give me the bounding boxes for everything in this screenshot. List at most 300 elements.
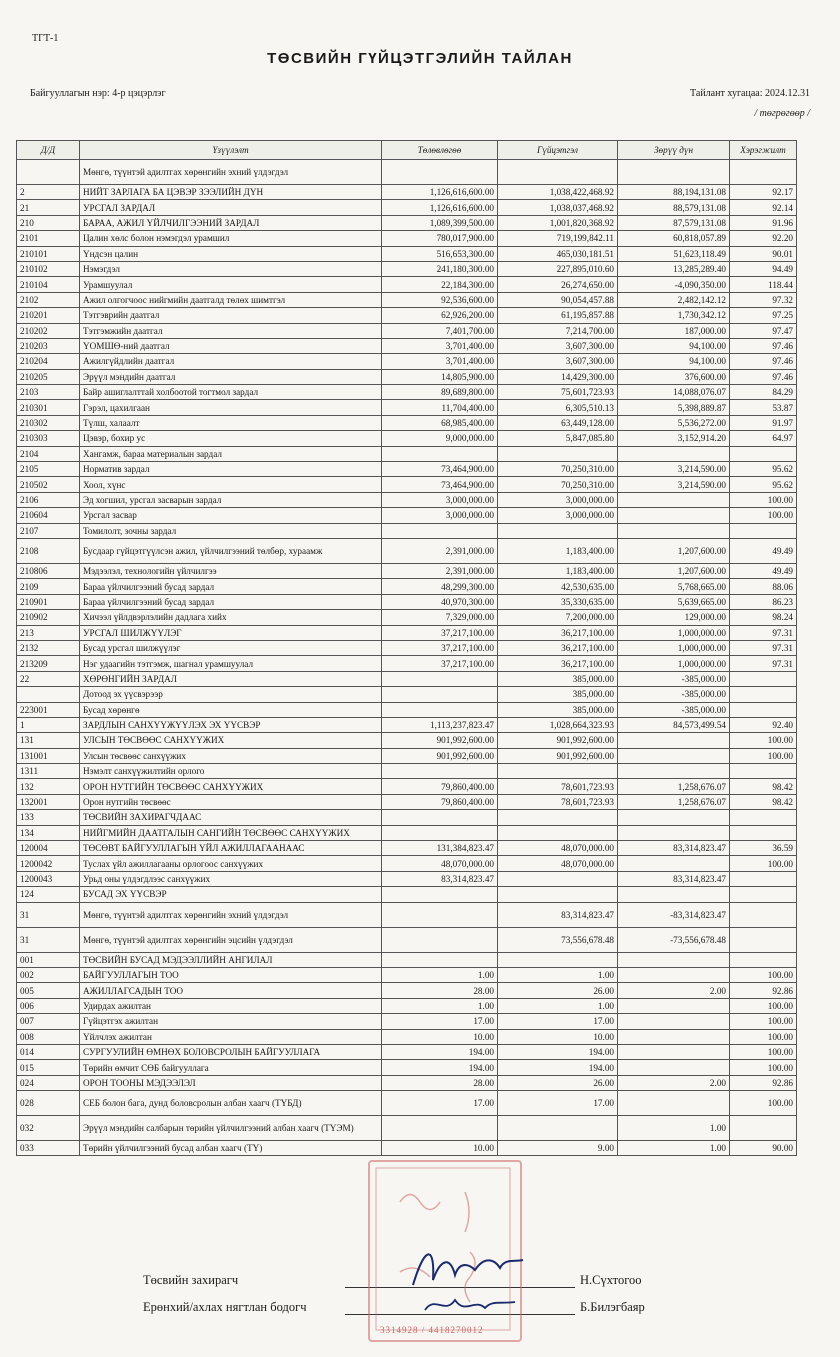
- table-row: [17, 492, 797, 507]
- row-execution: 92.40: [730, 717, 797, 732]
- row-plan: 68,985,400.00: [382, 415, 498, 430]
- row-plan: [382, 810, 498, 825]
- row-actual: 6,305,510.13: [498, 400, 618, 415]
- row-code: 2102: [17, 292, 80, 307]
- row-indicator: ТӨСӨВТ БАЙГУУЛЛАГЫН ҮЙЛ АЖИЛЛАГААНААС: [80, 841, 382, 856]
- row-difference: 60,818,057.89: [618, 231, 730, 246]
- row-plan: [382, 160, 498, 185]
- row-execution: 97.47: [730, 323, 797, 338]
- row-difference: 94,100.00: [618, 338, 730, 353]
- organization-name: Байгууллагын нэр: 4-р цэцэрлэг: [30, 88, 166, 99]
- row-difference: 129,000.00: [618, 610, 730, 625]
- currency-unit: / төгрөгөөр /: [754, 108, 810, 119]
- row-plan: 48,070,000.00: [382, 856, 498, 871]
- table-row: [17, 810, 797, 825]
- row-plan: [382, 927, 498, 952]
- row-difference: 84,573,499.54: [618, 717, 730, 732]
- row-actual: [498, 825, 618, 840]
- row-indicator: Цэвэр, бохир ус: [80, 431, 382, 446]
- row-indicator: Тэтгэмжийн даатгал: [80, 323, 382, 338]
- row-difference: 376,600.00: [618, 369, 730, 384]
- table-row: [17, 215, 797, 230]
- row-execution: 100.00: [730, 733, 797, 748]
- row-indicator: Ажил олгогчоос нийгмийн даатгалд төлөх шимтгэл: [80, 292, 382, 307]
- row-actual: 73,556,678.48: [498, 927, 618, 952]
- row-execution: 92.20: [730, 231, 797, 246]
- row-actual: [498, 1116, 618, 1141]
- row-difference: 5,768,665.00: [618, 579, 730, 594]
- row-code: 002: [17, 967, 80, 982]
- row-execution: 97.46: [730, 338, 797, 353]
- row-difference: 5,536,272.00: [618, 415, 730, 430]
- row-actual: 227,895,010.60: [498, 261, 618, 276]
- row-code: 210604: [17, 508, 80, 523]
- row-indicator: Төрийн өмчит СӨБ байгууллага: [80, 1060, 382, 1075]
- row-plan: 79,860,400.00: [382, 794, 498, 809]
- table-row: [17, 594, 797, 609]
- row-plan: 2,391,000.00: [382, 563, 498, 578]
- row-difference: 1.00: [618, 1141, 730, 1156]
- row-indicator: Ажилгүйдлийн даатгал: [80, 354, 382, 369]
- row-code: 015: [17, 1060, 80, 1075]
- row-execution: [730, 671, 797, 686]
- row-execution: 94.49: [730, 261, 797, 276]
- row-plan: [382, 687, 498, 702]
- table-row: [17, 856, 797, 871]
- row-plan: 17.00: [382, 1091, 498, 1116]
- row-difference: 3,214,590.00: [618, 477, 730, 492]
- row-execution: 88.06: [730, 579, 797, 594]
- table-row: [17, 794, 797, 809]
- row-code: 2105: [17, 462, 80, 477]
- row-difference: 1,000,000.00: [618, 625, 730, 640]
- row-indicator: Цалин хөлс болон нэмэгдэл урамшил: [80, 231, 382, 246]
- row-code: 210: [17, 215, 80, 230]
- row-indicator: Мөнгө, түүнтэй адилтгах хөрөнгийн эцсийн үлдэгдэл: [80, 927, 382, 952]
- row-actual: 78,601,723.93: [498, 779, 618, 794]
- row-actual: [498, 810, 618, 825]
- row-code: 210204: [17, 354, 80, 369]
- row-actual: [498, 523, 618, 538]
- row-indicator: ОРОН ТООНЫ МЭДЭЭЛЭЛ: [80, 1075, 382, 1090]
- row-execution: 100.00: [730, 856, 797, 871]
- row-code: 213: [17, 625, 80, 640]
- stamp-number: 3314928 / 4418270012: [380, 1325, 484, 1335]
- row-indicator: Гүйцэтгэх ажилтан: [80, 1014, 382, 1029]
- table-row: [17, 538, 797, 563]
- row-indicator: УРСГАЛ ШИЛЖҮҮЛЭГ: [80, 625, 382, 640]
- table-row: [17, 779, 797, 794]
- row-execution: [730, 160, 797, 185]
- row-plan: [382, 902, 498, 927]
- row-plan: 37,217,100.00: [382, 625, 498, 640]
- row-execution: 36.59: [730, 841, 797, 856]
- row-plan: 1,113,237,823.47: [382, 717, 498, 732]
- row-code: 31: [17, 902, 80, 927]
- table-row: [17, 323, 797, 338]
- row-difference: [618, 764, 730, 779]
- row-difference: [618, 160, 730, 185]
- row-indicator: Удирдах ажилтан: [80, 998, 382, 1013]
- row-code: 2104: [17, 446, 80, 461]
- row-actual: 36,217,100.00: [498, 656, 618, 671]
- table-row: [17, 446, 797, 461]
- row-code: 133: [17, 810, 80, 825]
- row-code: 2: [17, 185, 80, 200]
- row-code: 006: [17, 998, 80, 1013]
- row-actual: 70,250,310.00: [498, 462, 618, 477]
- row-difference: 1,207,600.00: [618, 538, 730, 563]
- row-plan: 22,184,300.00: [382, 277, 498, 292]
- row-plan: 92,536,600.00: [382, 292, 498, 307]
- row-difference: 83,314,823.47: [618, 841, 730, 856]
- row-indicator: ХӨРӨНГИЙН ЗАРДАЛ: [80, 671, 382, 686]
- table-row: [17, 354, 797, 369]
- row-indicator: Хангамж, бараа материалын зардал: [80, 446, 382, 461]
- row-code: 210201: [17, 308, 80, 323]
- row-actual: 70,250,310.00: [498, 477, 618, 492]
- row-execution: 100.00: [730, 748, 797, 763]
- accountant-name: Б.Билэгбаяр: [580, 1300, 645, 1314]
- row-execution: 90.00: [730, 1141, 797, 1156]
- row-code: 31: [17, 927, 80, 952]
- row-code: 131001: [17, 748, 80, 763]
- row-actual: 385,000.00: [498, 702, 618, 717]
- row-indicator: СЕБ болон бага, дунд боловсролын албан хаагч (ТҮБД): [80, 1091, 382, 1116]
- row-difference: 88,194,131.08: [618, 185, 730, 200]
- row-plan: 1.00: [382, 967, 498, 982]
- row-actual: 3,607,300.00: [498, 354, 618, 369]
- row-plan: 73,464,900.00: [382, 477, 498, 492]
- row-actual: 7,200,000.00: [498, 610, 618, 625]
- row-execution: 100.00: [730, 1029, 797, 1044]
- row-execution: [730, 446, 797, 461]
- table-row: [17, 610, 797, 625]
- row-difference: -385,000.00: [618, 687, 730, 702]
- row-difference: 5,639,665.00: [618, 594, 730, 609]
- row-plan: 7,329,000.00: [382, 610, 498, 625]
- row-execution: 95.62: [730, 462, 797, 477]
- accountant-title: Ерөнхий/ахлах нягтлан бодогч: [143, 1300, 307, 1314]
- row-plan: [382, 952, 498, 967]
- row-indicator: СУРГУУЛИЙН ӨМНӨХ БОЛОВСРОЛЫН БАЙГУУЛЛАГА: [80, 1044, 382, 1059]
- row-execution: 97.32: [730, 292, 797, 307]
- row-indicator: Мөнгө, түүнтэй адилтгах хөрөнгийн эхний үлдэгдэл: [80, 902, 382, 927]
- row-execution: [730, 902, 797, 927]
- row-actual: 1.00: [498, 998, 618, 1013]
- table-row: [17, 185, 797, 200]
- row-execution: [730, 810, 797, 825]
- row-actual: [498, 764, 618, 779]
- row-indicator: Тэтгэврийн даатгал: [80, 308, 382, 323]
- table-row: [17, 261, 797, 276]
- row-difference: 3,214,590.00: [618, 462, 730, 477]
- table-header-row: [17, 141, 797, 160]
- row-code: 210303: [17, 431, 80, 446]
- row-execution: 53.87: [730, 400, 797, 415]
- row-actual: 42,530,635.00: [498, 579, 618, 594]
- row-difference: [618, 825, 730, 840]
- row-indicator: УРСГАЛ ЗАРДАЛ: [80, 200, 382, 215]
- table-row: [17, 687, 797, 702]
- row-plan: 10.00: [382, 1141, 498, 1156]
- table-row: [17, 887, 797, 902]
- row-difference: [618, 1014, 730, 1029]
- row-code: 028: [17, 1091, 80, 1116]
- row-plan: 3,701,400.00: [382, 354, 498, 369]
- row-indicator: НИЙТ ЗАРЛАГА БА ЦЭВЭР ЗЭЭЛИЙН ДҮН: [80, 185, 382, 200]
- row-indicator: Бусад урсгал шилжүүлэг: [80, 640, 382, 655]
- row-plan: [382, 523, 498, 538]
- row-difference: 3,152,914.20: [618, 431, 730, 446]
- row-code: 213209: [17, 656, 80, 671]
- row-execution: [730, 871, 797, 886]
- row-indicator: Эрүүл мэндийн салбарын төрийн үйлчилгээний албан хаагч (ТҮЭМ): [80, 1116, 382, 1141]
- row-execution: 92.86: [730, 1075, 797, 1090]
- row-actual: 1,038,037,468.92: [498, 200, 618, 215]
- row-indicator: ҮОМШӨ-ний даатгал: [80, 338, 382, 353]
- row-plan: 79,860,400.00: [382, 779, 498, 794]
- row-indicator: Бусад хөрөнгө: [80, 702, 382, 717]
- row-plan: 3,000,000.00: [382, 508, 498, 523]
- row-difference: [618, 967, 730, 982]
- row-code: 2108: [17, 538, 80, 563]
- row-plan: 89,689,800.00: [382, 385, 498, 400]
- table-row: [17, 871, 797, 886]
- row-plan: 7,401,700.00: [382, 323, 498, 338]
- row-code: 210203: [17, 338, 80, 353]
- row-actual: 385,000.00: [498, 687, 618, 702]
- table-row: [17, 160, 797, 185]
- row-plan: 62,926,200.00: [382, 308, 498, 323]
- row-difference: [618, 1029, 730, 1044]
- row-execution: 97.46: [730, 369, 797, 384]
- row-code: 024: [17, 1075, 80, 1090]
- row-execution: 91.97: [730, 415, 797, 430]
- row-plan: [382, 825, 498, 840]
- row-code: 2106: [17, 492, 80, 507]
- row-code: 210301: [17, 400, 80, 415]
- row-indicator: Хоол, хүнс: [80, 477, 382, 492]
- row-indicator: Томилолт, зочны зардал: [80, 523, 382, 538]
- column-header: Гүйцэтгэл: [498, 141, 618, 160]
- row-execution: 49.49: [730, 563, 797, 578]
- row-execution: [730, 702, 797, 717]
- table-row: [17, 477, 797, 492]
- column-header: Үзүүлэлт: [80, 141, 382, 160]
- row-code: [17, 687, 80, 702]
- table-row: [17, 400, 797, 415]
- table-row: [17, 563, 797, 578]
- row-actual: 63,449,128.00: [498, 415, 618, 430]
- row-indicator: Мөнгө, түүнтэй адилтгах хөрөнгийн эхний үлдэгдэл: [80, 160, 382, 185]
- row-execution: [730, 825, 797, 840]
- row-plan: 9,000,000.00: [382, 431, 498, 446]
- row-indicator: Үндсэн цалин: [80, 246, 382, 261]
- row-actual: [498, 446, 618, 461]
- table-row: [17, 825, 797, 840]
- row-indicator: Мэдээлэл, технологийн үйлчилгээ: [80, 563, 382, 578]
- row-plan: 1,089,399,500.00: [382, 215, 498, 230]
- row-execution: 98.42: [730, 794, 797, 809]
- row-actual: [498, 871, 618, 886]
- table-row: [17, 902, 797, 927]
- table-row: [17, 277, 797, 292]
- row-actual: 719,199,842.11: [498, 231, 618, 246]
- table-row: [17, 952, 797, 967]
- row-difference: [618, 523, 730, 538]
- row-execution: 100.00: [730, 492, 797, 507]
- table-row: [17, 338, 797, 353]
- column-header: Хэрэгжилт: [730, 141, 797, 160]
- row-plan: 901,992,600.00: [382, 733, 498, 748]
- row-indicator: Эрүүл мэндийн даатгал: [80, 369, 382, 384]
- accountant-signature: [420, 1290, 520, 1320]
- table-row: [17, 1116, 797, 1141]
- row-code: 210902: [17, 610, 80, 625]
- row-actual: 7,214,700.00: [498, 323, 618, 338]
- row-indicator: АЖИЛЛАГСАДЫН ТОО: [80, 983, 382, 998]
- row-code: [17, 160, 80, 185]
- row-difference: [618, 952, 730, 967]
- row-indicator: Байр ашиглалттай холбоотой тогтмол зардал: [80, 385, 382, 400]
- row-actual: 1,183,400.00: [498, 563, 618, 578]
- table-row: [17, 1044, 797, 1059]
- row-execution: [730, 927, 797, 952]
- row-code: 131: [17, 733, 80, 748]
- row-actual: 1,183,400.00: [498, 538, 618, 563]
- row-difference: 1.00: [618, 1116, 730, 1141]
- row-actual: 48,070,000.00: [498, 856, 618, 871]
- row-code: 134: [17, 825, 80, 840]
- row-plan: 1,126,616,600.00: [382, 200, 498, 215]
- row-actual: 10.00: [498, 1029, 618, 1044]
- row-difference: [618, 856, 730, 871]
- row-plan: 516,653,300.00: [382, 246, 498, 261]
- row-execution: 95.62: [730, 477, 797, 492]
- row-difference: -4,090,350.00: [618, 277, 730, 292]
- row-actual: 26.00: [498, 1075, 618, 1090]
- row-difference: [618, 748, 730, 763]
- row-difference: 83,314,823.47: [618, 871, 730, 886]
- row-plan: 83,314,823.47: [382, 871, 498, 886]
- row-difference: 1,258,676.07: [618, 794, 730, 809]
- row-code: 223001: [17, 702, 80, 717]
- row-indicator: Норматив зардал: [80, 462, 382, 477]
- row-actual: [498, 887, 618, 902]
- table-row: [17, 231, 797, 246]
- row-execution: 100.00: [730, 998, 797, 1013]
- row-execution: 118.44: [730, 277, 797, 292]
- row-actual: 5,847,085.80: [498, 431, 618, 446]
- table-row: [17, 717, 797, 732]
- row-indicator: Бараа үйлчилгээний бусад зардал: [80, 579, 382, 594]
- row-difference: 94,100.00: [618, 354, 730, 369]
- page-title: ТӨСВИЙН ГҮЙЦЭТГЭЛИЙН ТАЙЛАН: [267, 50, 573, 67]
- row-execution: 64.97: [730, 431, 797, 446]
- table-row: [17, 841, 797, 856]
- row-difference: 1,000,000.00: [618, 656, 730, 671]
- row-code: 210302: [17, 415, 80, 430]
- row-execution: 97.46: [730, 354, 797, 369]
- row-difference: -83,314,823.47: [618, 902, 730, 927]
- row-plan: 28.00: [382, 983, 498, 998]
- row-indicator: ЗАРДЛЫН САНХҮҮЖҮҮЛЭХ ЭХ ҮҮСВЭР: [80, 717, 382, 732]
- column-header: Зөрүү дүн: [618, 141, 730, 160]
- row-difference: 187,000.00: [618, 323, 730, 338]
- row-plan: 14,805,900.00: [382, 369, 498, 384]
- row-difference: -385,000.00: [618, 671, 730, 686]
- row-execution: 97.31: [730, 625, 797, 640]
- budget-report-table: [16, 140, 797, 1156]
- row-difference: [618, 810, 730, 825]
- row-actual: 26.00: [498, 983, 618, 998]
- row-difference: [618, 1091, 730, 1116]
- row-actual: 1,028,664,323.93: [498, 717, 618, 732]
- row-plan: 10.00: [382, 1029, 498, 1044]
- row-actual: 90,054,457.88: [498, 292, 618, 307]
- column-header: Д/Д: [17, 141, 80, 160]
- row-indicator: Улсын төсвөөс санхүүжих: [80, 748, 382, 763]
- row-difference: 2.00: [618, 1075, 730, 1090]
- row-indicator: ТӨСВИЙН БУСАД МЭДЭЭЛЛИЙН АНГИЛАЛ: [80, 952, 382, 967]
- row-code: 2103: [17, 385, 80, 400]
- row-code: 2132: [17, 640, 80, 655]
- row-execution: [730, 1116, 797, 1141]
- row-plan: 11,704,400.00: [382, 400, 498, 415]
- table-row: [17, 1075, 797, 1090]
- row-actual: 17.00: [498, 1014, 618, 1029]
- row-indicator: Нэмэгдэл: [80, 261, 382, 276]
- table-row: [17, 1029, 797, 1044]
- manager-name: Н.Сүхтогоо: [580, 1273, 642, 1287]
- table-row: [17, 983, 797, 998]
- row-execution: [730, 952, 797, 967]
- row-difference: -73,556,678.48: [618, 927, 730, 952]
- row-difference: 51,623,118.49: [618, 246, 730, 261]
- row-code: 007: [17, 1014, 80, 1029]
- row-difference: [618, 492, 730, 507]
- row-plan: [382, 1116, 498, 1141]
- row-difference: [618, 508, 730, 523]
- table-row: [17, 292, 797, 307]
- row-plan: 48,299,300.00: [382, 579, 498, 594]
- row-execution: 100.00: [730, 1091, 797, 1116]
- row-code: 2101: [17, 231, 80, 246]
- row-code: 001: [17, 952, 80, 967]
- row-indicator: Үйлчлэх ажилтан: [80, 1029, 382, 1044]
- row-plan: 901,992,600.00: [382, 748, 498, 763]
- row-execution: [730, 523, 797, 538]
- table-row: [17, 200, 797, 215]
- row-indicator: Нэг удаагийн тэтгэмж, шагнал урамшуулал: [80, 656, 382, 671]
- row-plan: 780,017,900.00: [382, 231, 498, 246]
- row-execution: 100.00: [730, 1060, 797, 1075]
- row-plan: 40,970,300.00: [382, 594, 498, 609]
- row-code: 2109: [17, 579, 80, 594]
- row-indicator: БАЙГУУЛЛАГЫН ТОО: [80, 967, 382, 982]
- row-execution: [730, 687, 797, 702]
- row-difference: 5,398,889.87: [618, 400, 730, 415]
- row-code: 210101: [17, 246, 80, 261]
- row-execution: 92.17: [730, 185, 797, 200]
- row-code: 032: [17, 1116, 80, 1141]
- table-row: [17, 246, 797, 261]
- row-plan: 3,000,000.00: [382, 492, 498, 507]
- row-code: 210806: [17, 563, 80, 578]
- row-code: 124: [17, 887, 80, 902]
- row-execution: 49.49: [730, 538, 797, 563]
